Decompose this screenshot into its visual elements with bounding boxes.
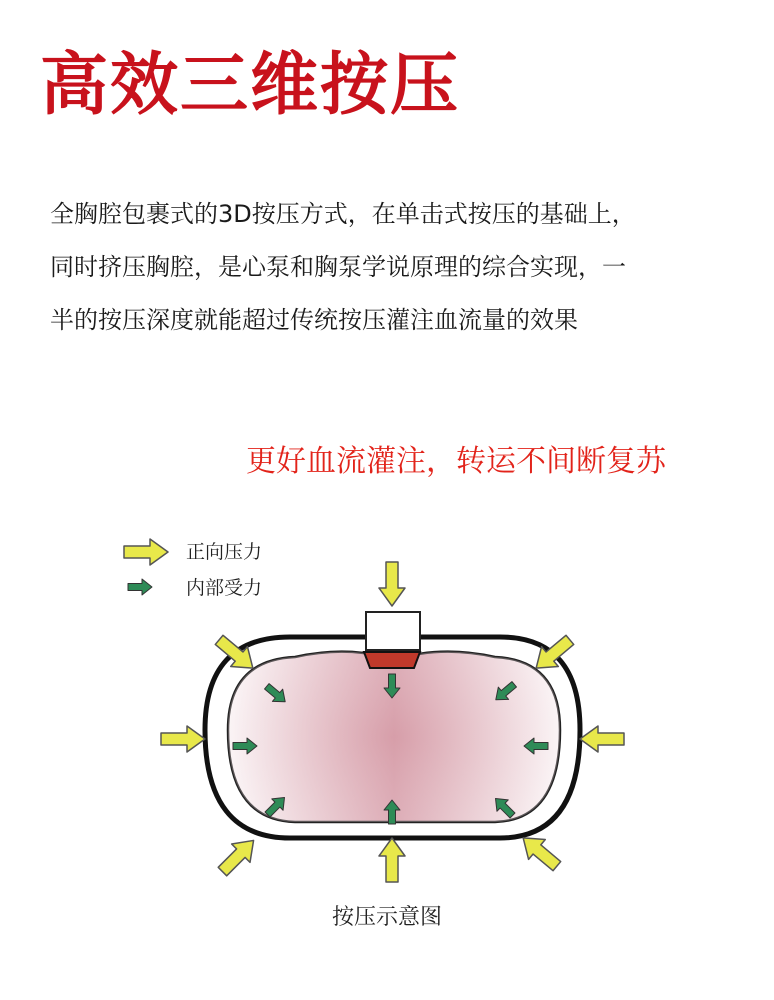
description-line-1: 全胸腔包裹式的3D按压方式，在单击式按压的基础上， xyxy=(50,200,636,228)
legend-positive-label: 正向压力 xyxy=(186,541,263,563)
positive-arrow-top xyxy=(379,562,405,606)
legend-internal-label: 内部受力 xyxy=(186,577,263,599)
positive-arrow-right xyxy=(580,726,624,752)
positive-arrow-left xyxy=(161,726,205,752)
description-line-3: 半的按压深度就能超过传统按压灌注血流量的效果 xyxy=(50,306,578,334)
diagram-caption: 按压示意图 xyxy=(331,905,442,930)
positive-arrow-bottom xyxy=(379,838,405,882)
slogan: 更好血流灌注，转运不间断复苏 xyxy=(246,444,666,479)
compression-pad xyxy=(364,652,420,668)
compression-diagram xyxy=(0,520,774,900)
positive-arrow-bottom-left xyxy=(213,831,262,880)
page-title: 高效三维按压 xyxy=(40,46,461,125)
description-line-2: 同时挤压胸腔，是心泵和胸泵学说原理的综合实现，一 xyxy=(50,253,626,281)
legend-positive-arrow-icon xyxy=(124,539,168,565)
legend xyxy=(124,539,262,599)
description xyxy=(50,188,740,347)
legend-internal-arrow-icon xyxy=(128,579,152,595)
compression-piston xyxy=(366,612,420,650)
